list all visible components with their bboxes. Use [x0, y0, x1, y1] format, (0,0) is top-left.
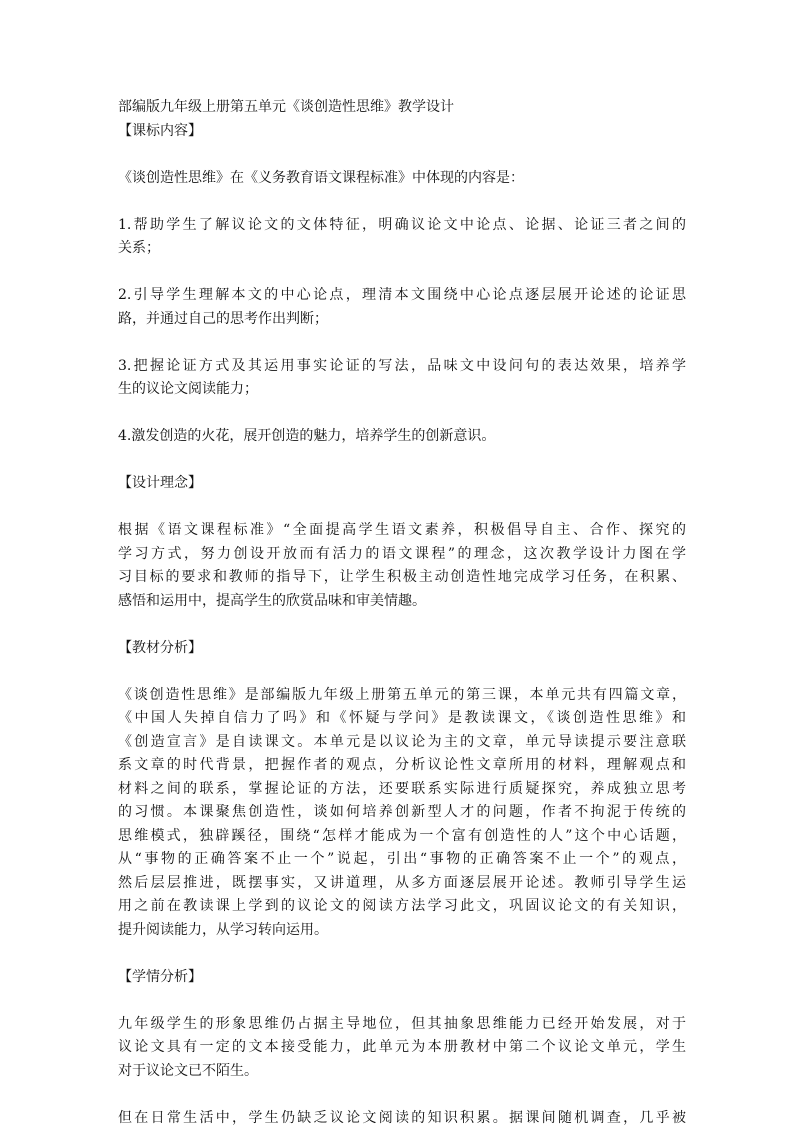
- paragraph-line: 《创造宣言》是自读课文。本单元是以议论为主的文章，单元导读提示要注意联: [118, 731, 686, 755]
- paragraph-line: 《谈创造性思维》在《义务教育语文课程标准》中体现的内容是：: [118, 167, 686, 191]
- paragraph-line: 2.引导学生理解本文的中心论点，理清本文围绕中心论点逐层展开论述的论证思: [118, 284, 686, 308]
- paragraph-line: 路，并通过自己的思考作出判断；: [118, 308, 686, 332]
- paragraph-line: 从“事物的正确答案不止一个”说起，引出“事物的正确答案不止一个”的观点，: [118, 848, 686, 872]
- paragraph-line: 系文章的时代背景，把握作者的观点，分析议论性文章所用的材料，理解观点和: [118, 754, 686, 778]
- paragraph-line: 关系；: [118, 237, 686, 261]
- paragraph-line: 思维模式，独辟蹊径，围绕“怎样才能成为一个富有创造性的人”这个中心话题，: [118, 825, 686, 849]
- paragraph-line: 《谈创造性思维》是部编版九年级上册第五单元的第三课，本单元共有四篇文章，: [118, 684, 686, 708]
- document-page: [118, 96, 686, 1130]
- paragraph-line: 议论文具有一定的文本接受能力，此单元为本册教材中第二个议论文单元，学生: [118, 1036, 686, 1060]
- paragraph-line: 1.帮助学生了解议论文的文体特征，明确议论文中论点、论据、论证三者之间的: [118, 214, 686, 238]
- paragraph-line: 习目标的要求和教师的指导下，让学生积极主动创造性地完成学习任务，在积累、: [118, 566, 686, 590]
- paragraph-line: 《中国人失掉自信力了吗》和《怀疑与学问》是教读课文，《谈创造性思维》和: [118, 707, 686, 731]
- paragraph-line: 学习方式，努力创设开放而有活力的语文课程”的理念，这次教学设计力图在学: [118, 543, 686, 567]
- paragraph-line: 生的议论文阅读能力；: [118, 378, 686, 402]
- document-title: 部编版九年级上册第五单元《谈创造性思维》教学设计: [118, 96, 686, 120]
- paragraph-line: 感悟和运用中，提高学生的欣赏品味和审美情趣。: [118, 590, 686, 614]
- section-heading-student-analysis: 【学情分析】: [118, 966, 686, 990]
- paragraph-line: 提升阅读能力，从学习转向运用。: [118, 919, 686, 943]
- paragraph-line: 4.激发创造的火花，展开创造的魅力，培养学生的创新意识。: [118, 425, 686, 449]
- paragraph-line: 的习惯。本课聚焦创造性，谈如何培养创新型人才的问题，作者不拘泥于传统的: [118, 801, 686, 825]
- paragraph-line: 根据《语文课程标准》“全面提高学生语文素养，积极倡导自主、合作、探究的: [118, 519, 686, 543]
- section-heading-curriculum: 【课标内容】: [118, 120, 686, 144]
- paragraph-line: 用之前在教读课上学到的议论文的阅读方法学习此文，巩固议论文的有关知识，: [118, 895, 686, 919]
- section-heading-textbook-analysis: 【教材分析】: [118, 637, 686, 661]
- paragraph-line: 但在日常生活中，学生仍缺乏议论文阅读的知识积累。据课间随机调查，几乎被: [118, 1107, 686, 1130]
- paragraph-line: 3.把握论证方式及其运用事实论证的写法，品味文中设问句的表达效果，培养学: [118, 355, 686, 379]
- paragraph-line: 材料之间的联系，掌握论证的方法，还要联系实际进行质疑探究，养成独立思考: [118, 778, 686, 802]
- section-heading-design-concept: 【设计理念】: [118, 472, 686, 496]
- paragraph-line: 九年级学生的形象思维仍占据主导地位，但其抽象思维能力已经开始发展，对于: [118, 1013, 686, 1037]
- paragraph-line: 对于议论文已不陌生。: [118, 1060, 686, 1084]
- paragraph-line: 然后层层推进，既摆事实，又讲道理，从多方面逐层展开论述。教师引导学生运: [118, 872, 686, 896]
